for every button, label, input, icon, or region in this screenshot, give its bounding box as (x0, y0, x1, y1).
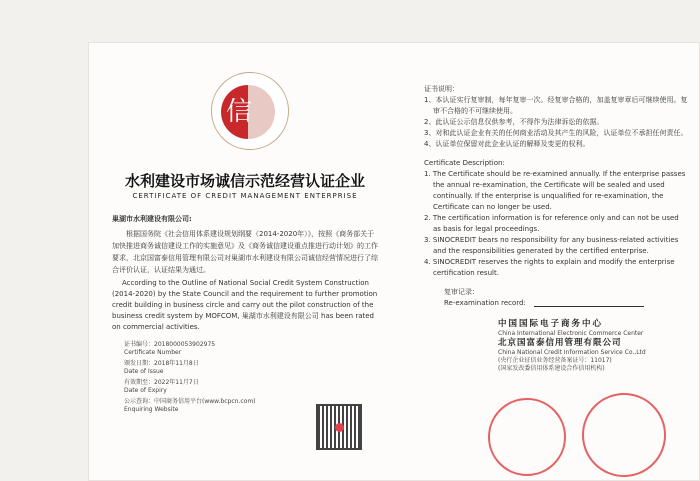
field-value: 颁发日期：2018年11月8日 (124, 360, 199, 367)
red-stamp (582, 393, 666, 477)
issuer-note2: (国家发改委信用体系建设合作信用机构) (498, 365, 605, 372)
notes-chinese (424, 84, 688, 150)
field-label: Date of Issue (124, 368, 164, 375)
right-column (424, 84, 688, 373)
credit-seal-logo (211, 72, 289, 150)
field-label: Date of Expiry (124, 387, 167, 394)
field-date-of-issue (124, 360, 378, 376)
field-value: 公示查询：中国商务信用平台(www.bcpcn.com) (124, 398, 256, 405)
body-english: According to the Outline of National Social Credit System Construction (2014-2020) by the State Council and the requirement to further promotion credit building in business circle and carry out the pilot construction of the business credit system by MOFCOM, 巢湖市水利建设有限公司 has been rated on commercial activities. (112, 279, 378, 331)
issuer-note1: (央行企业征信业务经营备案证号：11017) (498, 357, 612, 364)
issuer-org1-en: China International Electronic Commerce Center (498, 330, 644, 337)
reexam-label-cn: 复审记录： (444, 288, 479, 296)
seal-character: 信 (226, 97, 253, 127)
field-certificate-number (124, 341, 378, 357)
qr-code[interactable] (316, 404, 362, 450)
certificate-subtitle: CERTIFICATE OF CREDIT MANAGEMENT ENTERPRISE (132, 192, 358, 200)
qr-logo-dot (335, 423, 344, 432)
certificate-title: 水利建设市场诚信示范经营认证企业 (124, 172, 365, 190)
note-item: 4. SINOCREDIT reserves the rights to explain and modify the enterprise certification result. (424, 258, 675, 277)
body-chinese: 根据国务院《社会信用体系建设规划纲要（2014-2020年）》，按照《商务部关于加快推进商务诚信建设工作的实施意见》及《商务诚信建设重点推进行动计划》的工作要求，北京国富泰信用管理有限公司对巢湖市水利建设有限公司诚信经营情况进行了综合评价认证，认证结果为通过。 (112, 230, 378, 274)
note-item: 3、对和此认证企业有关的任何商业活动及其产生的风险，认证单位不承担任何责任。 (424, 129, 688, 137)
field-value: 证书编号：2018000053902975 (124, 341, 216, 348)
issuer-org1-cn: 中国国际电子商务中心 (498, 319, 604, 329)
note-item: 1、本认证实行复审制，每年复审一次。经复审合格的，加盖复审章后可继续使用。复审不合格的不可继续使用。 (424, 96, 688, 115)
red-stamp (488, 398, 566, 476)
note-item: 3. SINOCREDIT bears no responsibility for any business-related activities and the responsibilities generated by the certified enterprise. (424, 236, 679, 255)
left-column (112, 172, 378, 414)
field-date-of-expiry (124, 379, 378, 395)
reexam-block (424, 287, 688, 309)
company-name: 巢湖市水利建设有限公司: (112, 215, 192, 223)
field-value: 有效期至：2022年11月7日 (124, 379, 199, 386)
notes-cn-heading: 证书说明： (424, 85, 459, 93)
field-label: Certificate Number (124, 349, 182, 356)
note-item: 2、此认证公示信息仅供参考，不得作为法律诉讼的依据。 (424, 118, 604, 126)
field-label: Enquiring Website (124, 406, 179, 413)
note-item: 4、认证单位保留对此企业认证的解释及变更的权利。 (424, 140, 590, 148)
issuer-org2-cn: 北京国富泰信用管理有限公司 (498, 338, 622, 348)
note-item: 2. The certification information is for reference only and can not be used as basis for legal proceedings. (424, 214, 679, 233)
note-item: 1. The Certificate should be re-examined annually. If the enterprise passes the annual re-examination, the Certificate will be sealed and used continually. If the enterprise is unqualified for re-examination, the Certificate can no longer be used. (424, 170, 686, 211)
notes-en-heading: Certificate Description: (424, 159, 505, 167)
reexam-line (534, 306, 644, 307)
issuer-org2-en: China National Credit Information Service Co.,Ltd (498, 349, 646, 356)
issuer-block (424, 319, 688, 373)
reexam-label-en: Re-examination record: (444, 299, 526, 307)
notes-english (424, 158, 688, 279)
